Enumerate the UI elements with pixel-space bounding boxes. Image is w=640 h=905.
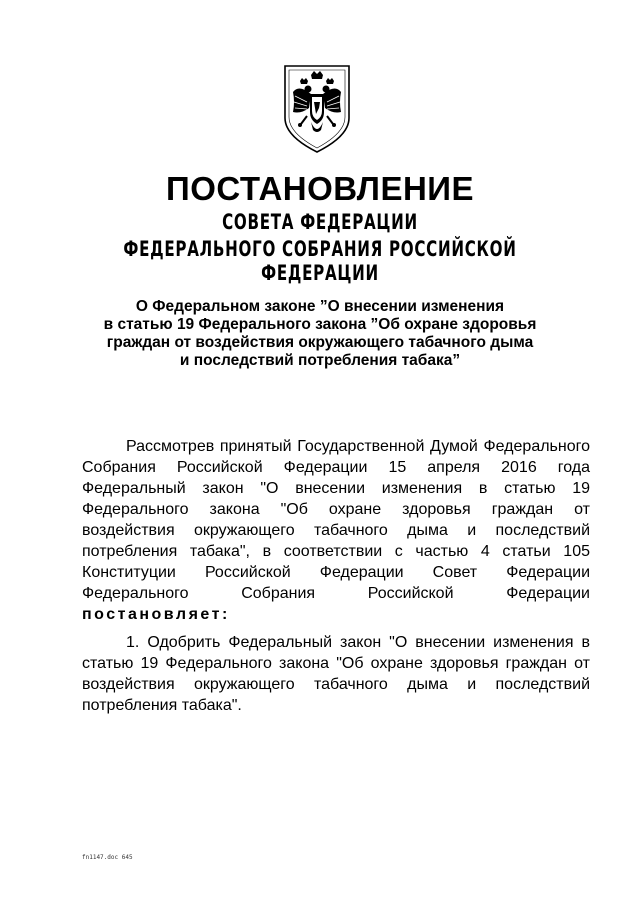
coat-of-arms-icon	[281, 62, 353, 154]
document-title: ПОСТАНОВЛЕНИЕ	[165, 170, 475, 207]
paragraph-line: воздействия окружающего табачного дыма и последствий	[82, 522, 590, 539]
paragraph-line: Конституции Российской Федерации Совет Федерации	[82, 564, 590, 581]
issuer-line-2: ФЕДЕРАЛЬНОГО СОБРАНИЯ РОССИЙСКОЙ ФЕДЕРАЦИИ	[123, 237, 517, 285]
document-subject	[90, 298, 550, 370]
paragraph-line: Федерального Собрания Российской Федерации	[82, 585, 590, 602]
paragraph-line: потребления табака", в соответствии с частью 4 статьи 105	[82, 543, 590, 560]
paragraph-line: статью 19 Федерального закона "Об охране здоровья граждан от	[82, 655, 590, 672]
paragraph-line: воздействия окружающего табачного дыма и последствий	[82, 676, 590, 693]
resolution-paragraph	[82, 632, 590, 716]
subject-line: О Федеральном законе ”О внесении изменения	[135, 298, 505, 315]
paragraph-line: потребления табака".	[82, 697, 242, 714]
issuer-line-1: СОВЕТА ФЕДЕРАЦИИ	[222, 210, 418, 234]
subject-line: и последствий потребления табака”	[179, 352, 461, 369]
paragraph-line: Федерального закона "Об охране здоровья граждан от	[82, 501, 590, 518]
resolves-word: постановляет:	[82, 606, 230, 623]
paragraph-line: Собрания Российской Федерации 15 апреля 2016 года	[82, 459, 590, 476]
paragraph-line: Федеральный закон "О внесении изменения в статью 19	[82, 480, 590, 497]
file-code: fn1147.doc 645	[82, 854, 133, 861]
subject-line: в статью 19 Федерального закона ”Об охране здоровья	[103, 316, 537, 333]
paragraph-line: Рассмотрев принятый Государственной Думой Федерального	[126, 438, 590, 455]
preamble-paragraph	[82, 436, 590, 625]
paragraph-line: 1. Одобрить Федеральный закон "О внесении изменения в	[126, 634, 590, 651]
subject-line: граждан от воздействия окружающего табачного дыма	[106, 334, 534, 351]
